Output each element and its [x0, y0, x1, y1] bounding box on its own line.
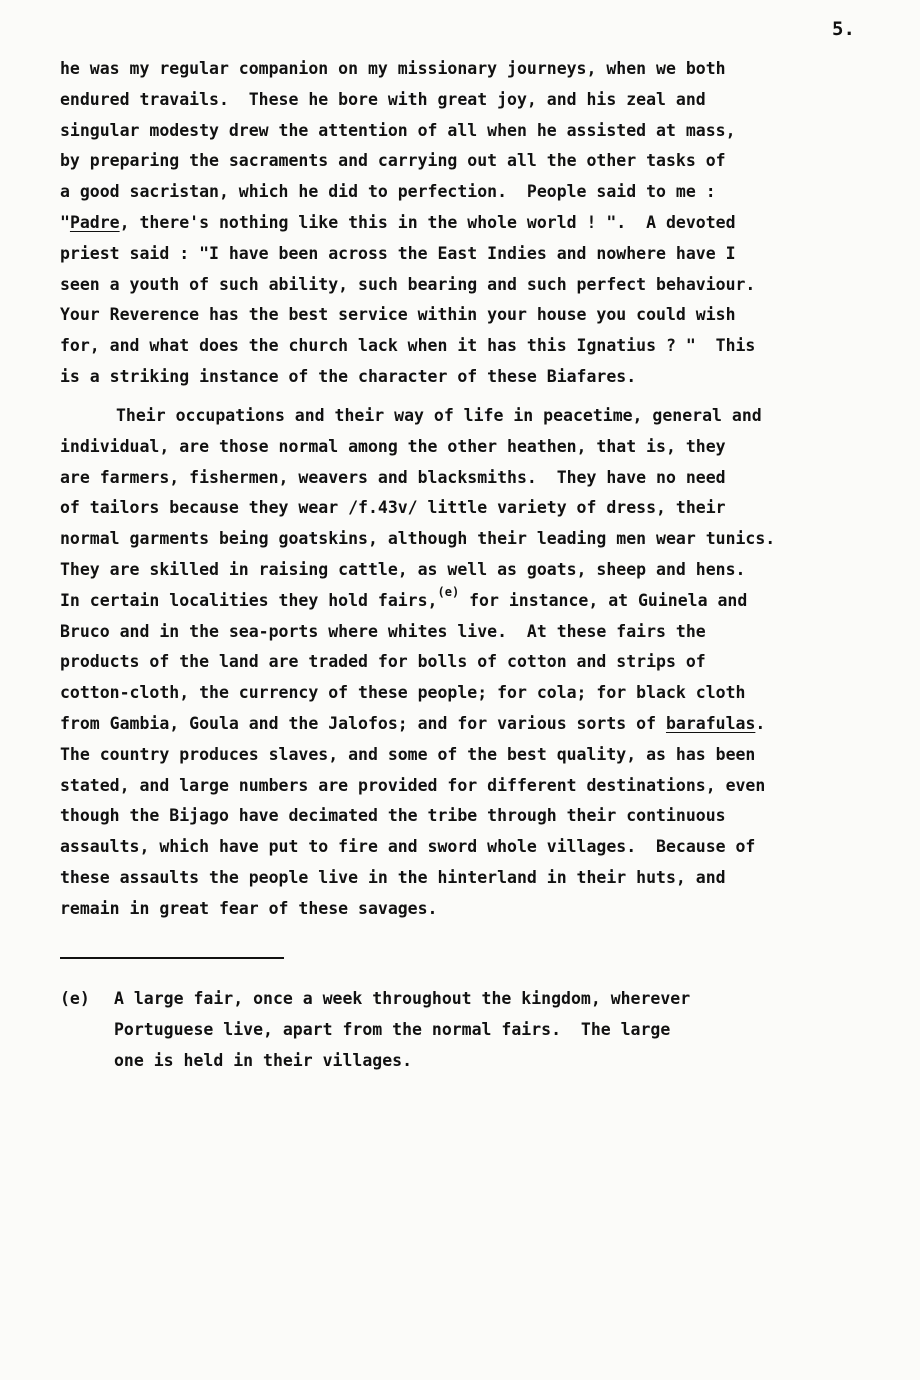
paragraph-2-line: though the Bijago have decimated the tribe through their continuous	[60, 806, 726, 826]
paragraph-2-line	[60, 714, 765, 734]
paragraph-2-line: are farmers, fishermen, weavers and blacksmiths. They have no need	[60, 467, 726, 487]
paragraph-1-line: endured travails. These he bore with great joy, and his zeal and	[60, 89, 706, 109]
footnote-separator	[60, 957, 284, 959]
footnote-line: A large fair, once a week throughout the kingdom, wherever	[114, 989, 691, 1008]
paragraph-1-line: Your Reverence has the best service within your house you could wish	[60, 305, 736, 325]
footnote-marker: (e)	[60, 989, 90, 1008]
paragraph-1-line	[60, 213, 736, 233]
text-segment: from Gambia, Goula and the Jalofos; and for various sorts of	[60, 714, 666, 733]
footnote-line: one is held in their villages.	[114, 1051, 413, 1070]
underlined-term: Padre	[69, 213, 120, 232]
paragraph-1-line: a good sacristan, which he did to perfection. People said to me :	[60, 182, 716, 202]
paragraph-1-line: he was my regular companion on my missionary journeys, when we both	[60, 59, 726, 78]
paragraph-2-line: Bruco and in the sea-ports where whites live. At these fairs the	[60, 621, 706, 641]
paragraph-2-line: individual, are those normal among the other heathen, that is, they	[60, 436, 726, 456]
paragraph-1-line: for, and what does the church lack when it has this Ignatius ? " This	[60, 336, 756, 356]
paragraph-2-line	[60, 584, 748, 612]
underlined-term: barafulas	[665, 714, 756, 733]
paragraph-2-line: They are skilled in raising cattle, as well as goats, sheep and hens.	[60, 560, 746, 579]
paragraph-1-line: is a striking instance of the character of these Biafares.	[60, 367, 637, 386]
text-segment: "	[60, 213, 70, 232]
footnote-line: Portuguese live, apart from the normal fairs. The large	[114, 1020, 671, 1039]
paragraph-2-line: assaults, which have put to fire and sword whole villages. Because of	[60, 837, 756, 857]
page-number: 5.	[832, 18, 855, 40]
paragraph-2-line: The country produces slaves, and some of the best quality, as has been	[60, 744, 756, 764]
text-segment: for instance, at Guinela and	[459, 590, 748, 610]
text-segment: .	[755, 714, 766, 733]
footnote-reference: (e)	[437, 584, 460, 599]
paragraph-1-line: seen a youth of such ability, such bearing and such perfect behaviour.	[60, 274, 756, 294]
paragraph-2-line: stated, and large numbers are provided for different destinations, even	[60, 775, 766, 795]
paragraph-1-line: priest said : "I have been across the East Indies and nowhere have I	[60, 243, 736, 263]
text-segment: In certain localities they hold fairs,	[60, 590, 438, 610]
paragraph-2-line: Their occupations and their way of life in peacetime, general and	[116, 406, 762, 425]
paragraph-2-line: remain in great fear of these savages.	[60, 898, 438, 918]
paragraph-2-line: these assaults the people live in the hinterland in their huts, and	[60, 868, 726, 887]
text-segment: , there's nothing like this in the whole world ! ". A devoted	[119, 213, 736, 232]
paragraph-2-line: products of the land are traded for bolls of cotton and strips of	[60, 652, 706, 672]
paragraph-2-line: normal garments being goatskins, although their leading men wear tunics.	[60, 529, 776, 549]
paragraph-1-line: by preparing the sacraments and carrying out all the other tasks of	[60, 151, 726, 171]
paragraph-1-line: singular modesty drew the attention of all when he assisted at mass,	[60, 120, 736, 140]
paragraph-2-line: cotton-cloth, the currency of these people; for cola; for black cloth	[60, 683, 746, 703]
paragraph-2-line: of tailors because they wear /f.43v/ little variety of dress, their	[60, 498, 726, 518]
